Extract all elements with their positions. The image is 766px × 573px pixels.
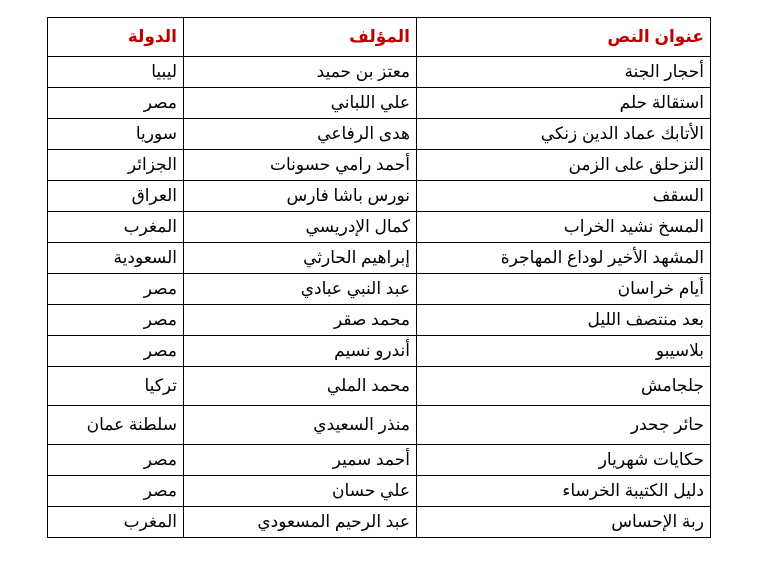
table-row <box>48 445 711 476</box>
cell-country: المغرب <box>48 507 184 538</box>
table-row <box>48 305 711 336</box>
cell-country: ليبيا <box>48 57 184 88</box>
cell-title: أحجار الجنة <box>417 57 711 88</box>
table-row <box>48 367 711 406</box>
works-table <box>47 17 711 538</box>
cell-title: بعد منتصف الليل <box>417 305 711 336</box>
table-row <box>48 88 711 119</box>
table-row <box>48 274 711 305</box>
cell-title: المسخ نشيد الخراب <box>417 212 711 243</box>
table-row <box>48 150 711 181</box>
table-body <box>48 57 711 538</box>
cell-author: محمد صقر <box>184 305 417 336</box>
table-row <box>48 212 711 243</box>
cell-country: مصر <box>48 476 184 507</box>
cell-author: نورس باشا فارس <box>184 181 417 212</box>
table-row <box>48 476 711 507</box>
cell-country: العراق <box>48 181 184 212</box>
cell-author: منذر السعيدي <box>184 406 417 445</box>
cell-title: استقالة حلم <box>417 88 711 119</box>
table-row <box>48 406 711 445</box>
table-row <box>48 57 711 88</box>
table-row <box>48 119 711 150</box>
cell-country: الجزائر <box>48 150 184 181</box>
cell-country: السعودية <box>48 243 184 274</box>
cell-author: أندرو نسيم <box>184 336 417 367</box>
cell-country: المغرب <box>48 212 184 243</box>
cell-country: تركيا <box>48 367 184 406</box>
cell-country: مصر <box>48 88 184 119</box>
header-author: المؤلف <box>184 18 417 57</box>
cell-title: التزحلق على الزمن <box>417 150 711 181</box>
cell-title: جلجامش <box>417 367 711 406</box>
cell-author: عبد الرحيم المسعودي <box>184 507 417 538</box>
cell-author: أحمد رامي حسونات <box>184 150 417 181</box>
cell-country: مصر <box>48 274 184 305</box>
cell-country: مصر <box>48 445 184 476</box>
cell-author: علي اللباني <box>184 88 417 119</box>
header-country: الدولة <box>48 18 184 57</box>
cell-country: سوريا <box>48 119 184 150</box>
cell-title: ربة الإحساس <box>417 507 711 538</box>
cell-title: بلاسيبو <box>417 336 711 367</box>
table-row <box>48 243 711 274</box>
cell-country: مصر <box>48 305 184 336</box>
header-row <box>48 18 711 57</box>
table-row <box>48 336 711 367</box>
cell-title: المشهد الأخير لوداع المهاجرة <box>417 243 711 274</box>
cell-title: الأتابك عماد الدين زنكي <box>417 119 711 150</box>
cell-title: حائر جحدر <box>417 406 711 445</box>
cell-title: حكايات شهريار <box>417 445 711 476</box>
cell-author: هدى الرفاعي <box>184 119 417 150</box>
cell-country: سلطنة عمان <box>48 406 184 445</box>
cell-author: إبراهيم الحارثي <box>184 243 417 274</box>
header-title: عنوان النص <box>417 18 711 57</box>
cell-author: أحمد سمير <box>184 445 417 476</box>
cell-author: علي حسان <box>184 476 417 507</box>
cell-author: محمد الملي <box>184 367 417 406</box>
table-row <box>48 507 711 538</box>
cell-title: السقف <box>417 181 711 212</box>
cell-title: دليل الكتيبة الخرساء <box>417 476 711 507</box>
cell-author: معتز بن حميد <box>184 57 417 88</box>
table-row <box>48 181 711 212</box>
cell-author: كمال الإدريسي <box>184 212 417 243</box>
cell-author: عبد النبي عبادي <box>184 274 417 305</box>
cell-country: مصر <box>48 336 184 367</box>
cell-title: أيام خراسان <box>417 274 711 305</box>
